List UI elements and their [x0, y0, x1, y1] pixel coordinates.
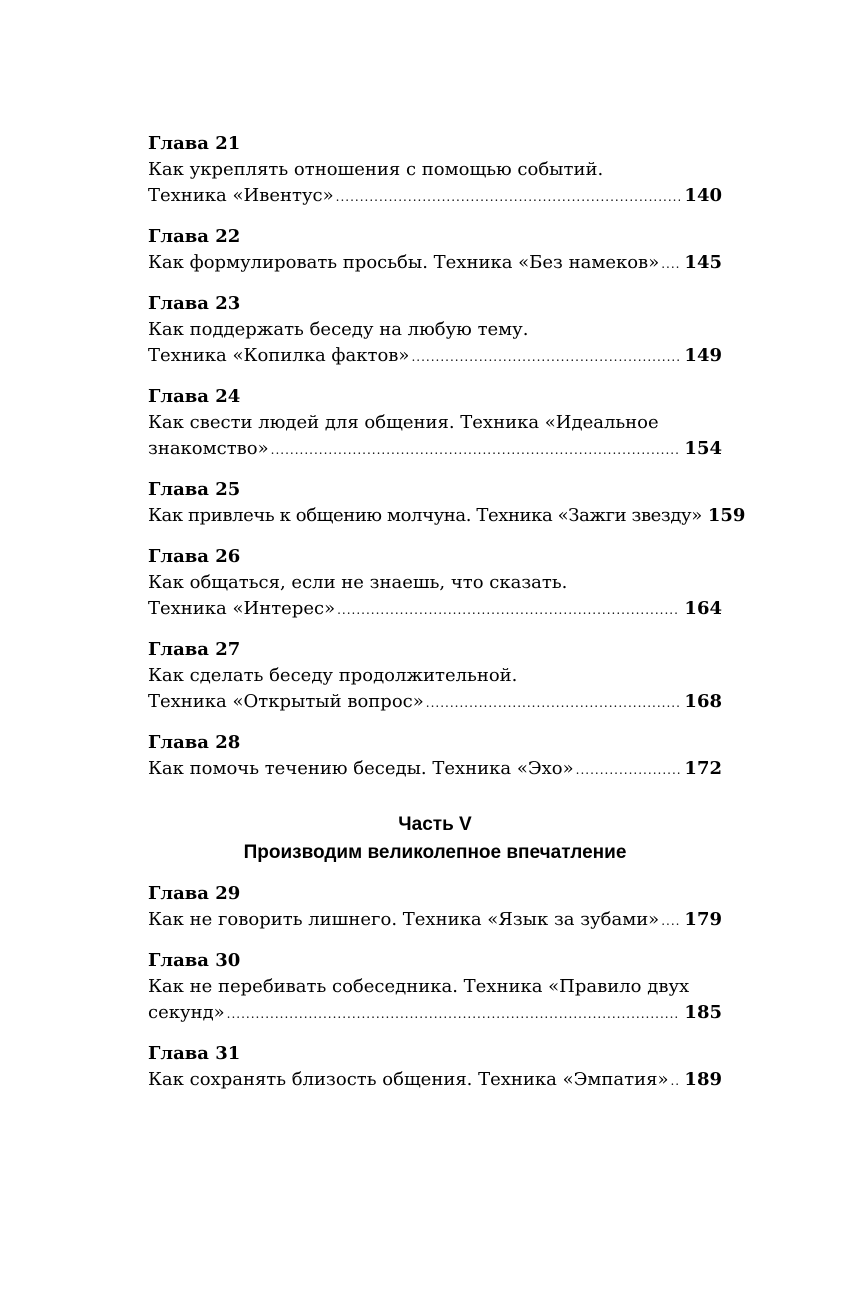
toc-entry-link[interactable]: [148, 689, 722, 716]
page-number: 189: [684, 1069, 722, 1090]
chapter-title-line: Как не говорить лишнего. Техника «Язык за зубами»: [148, 909, 660, 930]
chapter-title-line: знакомство»: [148, 438, 269, 459]
page-number: 172: [684, 758, 722, 779]
toc-entry-link[interactable]: [148, 436, 722, 463]
chapter-title-line: Техника «Открытый вопрос»: [148, 691, 424, 712]
dot-leader: [661, 908, 680, 934]
chapter-heading: Глава 29: [148, 883, 241, 904]
dot-leader: [227, 1001, 681, 1027]
page-number: 164: [684, 598, 722, 619]
page-number: 159: [707, 505, 746, 526]
toc-entry-link[interactable]: [148, 250, 722, 277]
page-number: 140: [684, 185, 722, 206]
chapter-title-line: Как помочь течению беседы. Техника «Эхо»: [148, 758, 574, 779]
dot-leader: [426, 690, 681, 716]
chapter-title-line: Техника «Ивентус»: [148, 185, 334, 206]
toc-chapter-28: [148, 730, 722, 783]
chapter-title-line: секунд»: [148, 1002, 225, 1023]
toc-entry-link[interactable]: [148, 1000, 722, 1027]
toc-chapter-31: [148, 1041, 722, 1094]
chapter-title-line: Как поддержать беседу на любую тему.: [148, 319, 529, 340]
chapter-title-line: Как укреплять отношения с помощью событий.: [148, 159, 604, 180]
chapter-heading: Глава 30: [148, 950, 241, 971]
chapter-title-line: Техника «Интерес»: [148, 598, 336, 619]
dot-leader: [670, 1068, 680, 1094]
toc-chapter-26: [148, 544, 722, 623]
toc-chapter-29: [148, 881, 722, 934]
chapter-heading: Глава 31: [148, 1043, 241, 1064]
page-number: 145: [684, 252, 722, 273]
chapter-title-line: Техника «Копилка фактов»: [148, 345, 410, 366]
chapter-heading: Глава 27: [148, 639, 241, 660]
page-number: 154: [684, 438, 722, 459]
toc-chapter-25: [148, 477, 746, 530]
chapter-heading: Глава 28: [148, 732, 241, 753]
toc-entry-link[interactable]: [148, 1067, 722, 1094]
chapter-heading: Глава 23: [148, 293, 241, 314]
dot-leader: [336, 184, 681, 210]
dot-leader: [411, 344, 680, 370]
page-number: 168: [684, 691, 722, 712]
page-number: 185: [684, 1002, 722, 1023]
toc-entry-link[interactable]: [148, 503, 746, 530]
chapter-title-line: Как сохранять близость общения. Техника «Эмпатия»: [148, 1069, 669, 1090]
chapter-heading: Глава 21: [148, 133, 241, 154]
toc-entry-link[interactable]: [148, 596, 722, 623]
chapter-heading: Глава 26: [148, 546, 241, 567]
part-title: Производим великолепное впечатление: [243, 842, 627, 863]
chapter-title-line: Как общаться, если не знаешь, что сказать.: [148, 572, 568, 593]
chapter-heading: Глава 25: [148, 479, 241, 500]
table-of-contents: [148, 131, 746, 1108]
toc-chapter-22: [148, 224, 722, 277]
chapter-title-line: Как свести людей для общения. Техника «Идеальное: [148, 412, 659, 433]
chapter-heading: Глава 24: [148, 386, 241, 407]
dot-leader: [271, 437, 681, 463]
chapter-title-line: Как формулировать просьбы. Техника «Без намеков»: [148, 252, 660, 273]
chapter-title-line: Как не перебивать собеседника. Техника «Правило двух: [148, 976, 690, 997]
chapter-heading: Глава 22: [148, 226, 241, 247]
toc-entry-link[interactable]: [148, 183, 722, 210]
part-heading: [148, 811, 722, 867]
chapter-title-line: Как сделать беседу продолжительной.: [148, 665, 518, 686]
toc-chapter-21: [148, 131, 722, 210]
dot-leader: [337, 597, 680, 623]
toc-entry-link[interactable]: [148, 907, 722, 934]
dot-leader: [576, 757, 681, 783]
page-number: 149: [684, 345, 722, 366]
toc-chapter-24: [148, 384, 722, 463]
toc-entry-link[interactable]: [148, 756, 722, 783]
toc-chapter-27: [148, 637, 722, 716]
toc-entry-link[interactable]: [148, 343, 722, 370]
chapter-title-line: Как привлечь к общению молчуна. Техника «Зажги звезду»: [148, 505, 702, 526]
toc-chapter-30: [148, 948, 722, 1027]
page-number: 179: [684, 909, 722, 930]
part-label: Часть V: [398, 814, 472, 835]
dot-leader: [661, 251, 680, 277]
toc-chapter-23: [148, 291, 722, 370]
